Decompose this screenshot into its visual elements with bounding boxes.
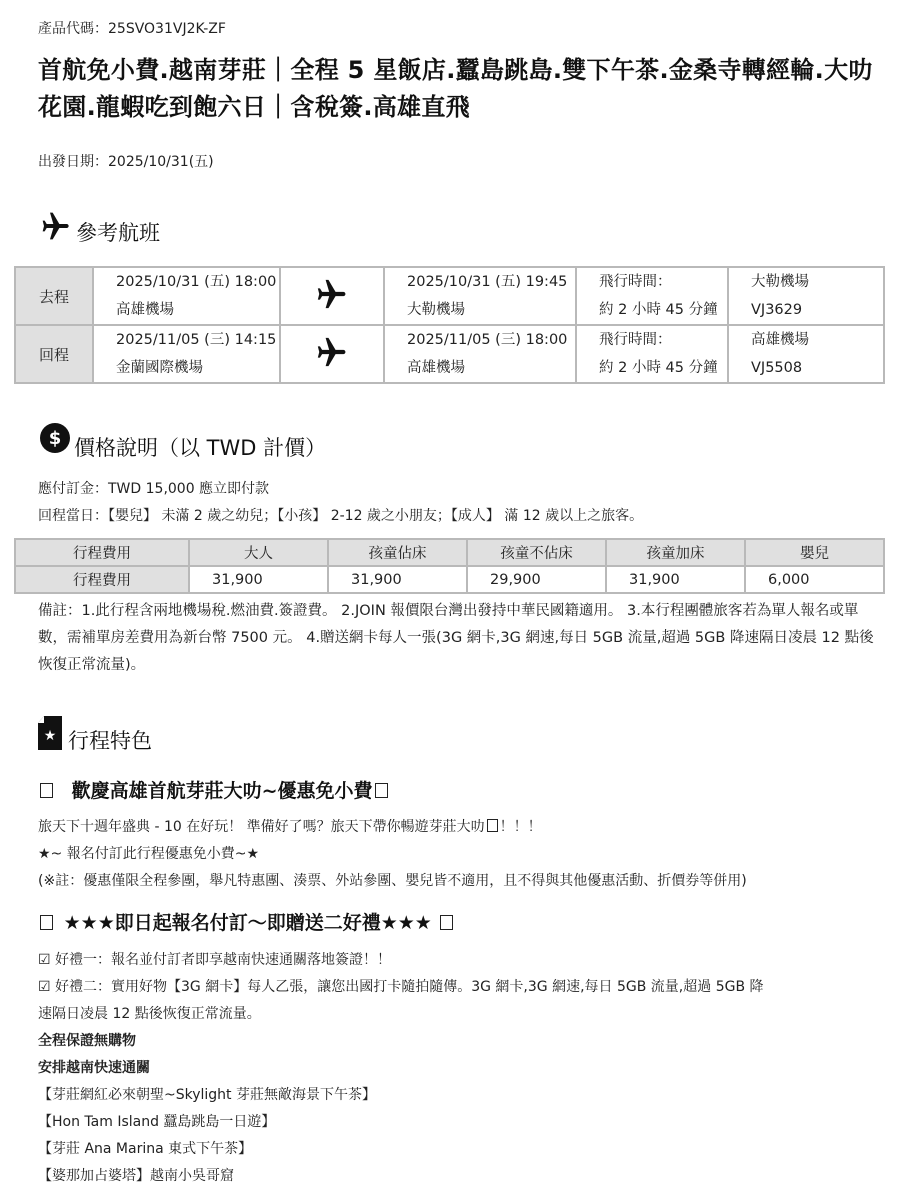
list-item: 【Hon Tam Island 蠶島跳島一日遊】 bbox=[38, 1114, 276, 1130]
destination-airport: 大勒機場 bbox=[751, 274, 809, 290]
flight-section-heading bbox=[38, 210, 160, 247]
document-star-icon bbox=[38, 716, 62, 755]
destination-airport: 高雄機場 bbox=[751, 332, 809, 348]
price-child-no-bed: 29,900 bbox=[467, 566, 606, 593]
list-item: 【芽莊 Ana Marina 東式下午茶】 bbox=[38, 1141, 253, 1157]
flight-row-outbound bbox=[15, 267, 884, 325]
list-item: 【芽莊網紅必來朝聖~Skylight 芽莊無敵海景下午茶】 bbox=[38, 1087, 376, 1103]
flight-number: VJ3629 bbox=[751, 302, 803, 318]
gift-line: ☑ 好禮一：報名並付訂者即享越南快速通關落地簽證！！ bbox=[38, 952, 392, 968]
departure-date: 出發日期：2025/10/31(五) bbox=[38, 154, 214, 170]
gift-line-cont: 速隔日凌晨 12 點後恢復正常流量。 bbox=[38, 1006, 261, 1022]
departure-time: 2025/11/05 (三) 14:15 bbox=[116, 332, 277, 348]
flight-row-return bbox=[15, 325, 884, 383]
price-header: 孩童佔床 bbox=[328, 539, 467, 566]
promo-note: (※註：優惠僅限全程參團，舉凡特惠團、湊票、外站參團、嬰兒皆不適用，且不得與其他優惠活動、折價券等併用) bbox=[38, 873, 747, 889]
svg-text:★: ★ bbox=[43, 728, 57, 744]
arrival-time: 2025/11/05 (三) 18:00 bbox=[407, 332, 568, 348]
airplane-icon bbox=[280, 267, 384, 325]
price-section-heading bbox=[38, 423, 326, 462]
duration-label: 飛行時間： bbox=[599, 332, 672, 348]
price-adult: 31,900 bbox=[189, 566, 328, 593]
placeholder-glyph-icon bbox=[487, 819, 498, 832]
feature-title-1: 歡慶高雄首航芽莊大叻~優惠免小費 bbox=[38, 776, 392, 803]
dollar-icon bbox=[38, 423, 72, 462]
duration-label: 飛行時間： bbox=[599, 274, 672, 290]
list-item: 【婆那加占婆塔】越南小吳哥窟 bbox=[38, 1168, 234, 1184]
feature-title-2: ★★★即日起報名付訂～即贈送二好禮★★★ bbox=[38, 908, 457, 935]
checkbox-icon: ☑ bbox=[38, 979, 51, 995]
arrival-airport: 大勒機場 bbox=[407, 302, 465, 318]
price-remark: 備註：1.此行程含兩地機場稅.燃油費.簽證費。 2.JOIN 報價限台灣出發持中華民國籍適用。 3.本行程團體旅客若為單人報名或單數，需補單房差費用為新台幣 7500 元。 4.贈送網卡每人一張(3G 網卡,3G 網速,每日 5GB 流量,超過 5GB 降速隔日凌晨 12 點後恢復正常流量)。 bbox=[38, 603, 874, 673]
arrival-airport: 高雄機場 bbox=[407, 360, 465, 376]
deposit-text: 應付訂金：TWD 15,000 應立即付款 bbox=[38, 481, 270, 497]
arrival-time: 2025/10/31 (五) 19:45 bbox=[407, 274, 568, 290]
flight-direction: 回程 bbox=[15, 325, 93, 383]
price-header: 大人 bbox=[189, 539, 328, 566]
page-title: 首航免小費.越南芽莊｜全程 5 星飯店.蠶島跳島.雙下午茶.金桑寺轉經輪.大叻花園.龍蝦吃到飽六日｜含稅簽.高雄直飛 bbox=[38, 56, 873, 121]
airplane-icon bbox=[38, 210, 74, 247]
flight-section-title: 參考航班 bbox=[76, 221, 160, 245]
flight-table bbox=[14, 266, 885, 384]
placeholder-glyph-icon bbox=[40, 783, 53, 798]
price-header: 嬰兒 bbox=[745, 539, 884, 566]
airplane-icon bbox=[280, 325, 384, 383]
departure-time: 2025/10/31 (五) 18:00 bbox=[116, 274, 277, 290]
placeholder-glyph-icon bbox=[40, 915, 53, 930]
feature-section-title: 行程特色 bbox=[68, 729, 152, 753]
price-value-row bbox=[15, 566, 884, 593]
highlight-line: 全程保證無購物 bbox=[38, 1033, 136, 1049]
price-row-label: 行程費用 bbox=[15, 566, 189, 593]
price-section-title: 價格說明（以 TWD 計價） bbox=[74, 436, 327, 460]
age-note: 回程當日：【嬰兒】 未滿 2 歲之幼兒；【小孩】 2-12 歲之小朋友；【成人】 滿 12 歲以上之旅客。 bbox=[38, 508, 644, 524]
checkbox-icon: ☑ bbox=[38, 952, 51, 968]
departure-airport: 高雄機場 bbox=[116, 302, 174, 318]
price-infant: 6,000 bbox=[745, 566, 884, 593]
promo-line: 旅天下十週年盛典 - 10 在好玩！ 準備好了嗎？旅天下帶你暢遊芽莊大叻 ！！！ bbox=[38, 819, 542, 835]
flight-duration: 約 2 小時 45 分鐘 bbox=[599, 302, 718, 318]
price-header: 行程費用 bbox=[15, 539, 189, 566]
price-child-extra-bed: 31,900 bbox=[606, 566, 745, 593]
price-header: 孩童不佔床 bbox=[467, 539, 606, 566]
price-table bbox=[14, 538, 885, 594]
placeholder-glyph-icon bbox=[440, 915, 453, 930]
highlight-line: 安排越南快速通關 bbox=[38, 1060, 150, 1076]
promo-line: ★~ 報名付訂此行程優惠免小費~★ bbox=[38, 846, 260, 862]
flight-direction: 去程 bbox=[15, 267, 93, 325]
svg-text:$: $ bbox=[48, 428, 62, 449]
departure-airport: 金蘭國際機場 bbox=[116, 360, 203, 376]
price-header-row bbox=[15, 539, 884, 566]
price-child-bed: 31,900 bbox=[328, 566, 467, 593]
price-info bbox=[38, 476, 643, 530]
gift-line: ☑ 好禮二：實用好物【3G 網卡】每人乙張，讓您出國打卡隨拍隨傳。3G 網卡,3G 網速,每日 5GB 流量,超過 5GB 降 bbox=[38, 979, 764, 995]
placeholder-glyph-icon bbox=[375, 783, 388, 798]
product-code: 產品代碼：25SVO31VJ2K-ZF bbox=[38, 21, 226, 37]
feature-block-2 bbox=[38, 947, 764, 1190]
feature-section-heading bbox=[38, 716, 152, 755]
price-header: 孩童加床 bbox=[606, 539, 745, 566]
feature-block-1 bbox=[38, 814, 747, 895]
flight-duration: 約 2 小時 45 分鐘 bbox=[599, 360, 718, 376]
flight-number: VJ5508 bbox=[751, 360, 803, 376]
